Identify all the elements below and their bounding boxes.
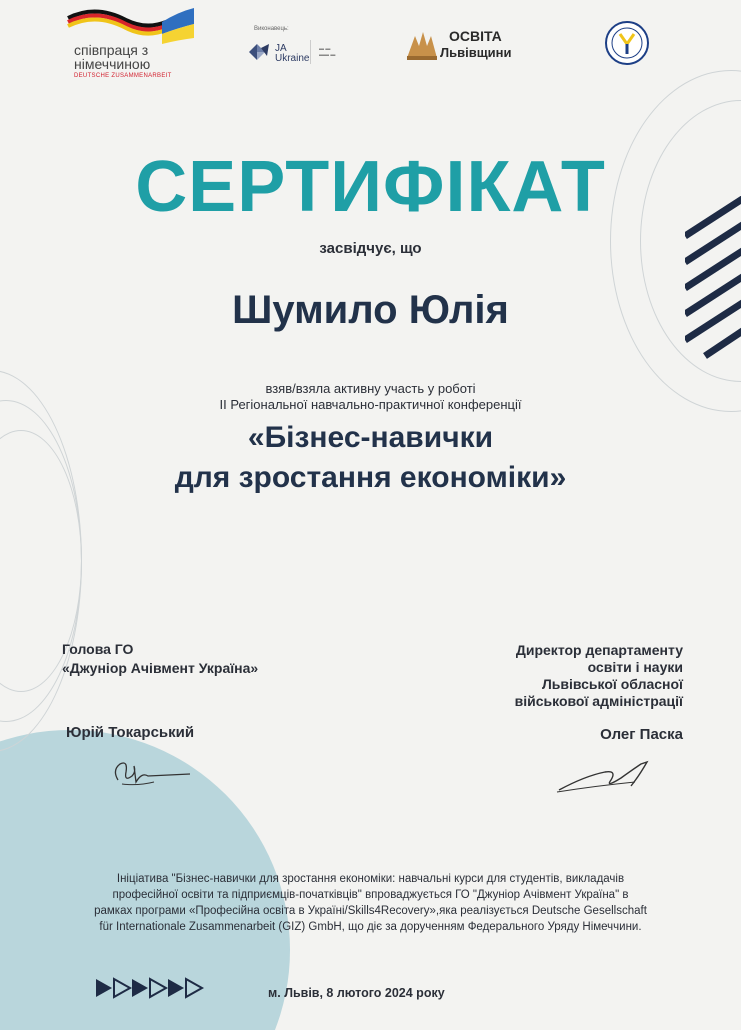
footnote-line3: рамках програми «Професійна освіта в Україні/Skills4Recovery»,яка реалізується Deutsche Gesellschaft [94,905,647,917]
conference-theme-line2: для зростання економіки» [174,461,567,494]
left-role-line2: «Джуніор Ачівмент Україна» [62,660,259,676]
flag-ribbon-icon [66,4,198,44]
employment-service-seal-icon [604,20,650,66]
left-role-line1: Голова ГО [62,641,134,657]
arrows-decoration-icon [96,977,206,999]
right-signatory-name: Олег Паска [600,726,683,743]
osvita-lvivshchyny-logo [405,25,520,70]
ja-line1: JA [275,43,287,54]
ja-triangles-icon [245,40,271,64]
certificate-title: СЕРТИФІКАТ [135,147,606,227]
recipient-name: Шумило Юлія [232,288,509,332]
lion-emblem-icon [405,28,439,62]
ja-ukraine-logo [245,26,355,74]
giz-logo [66,4,206,84]
osvita-line2: Львівщини [440,45,512,60]
footnote-line2: професійної освіти та підприємців-початківців" впроваджується ГО "Джуніор Ачівмент Україна" в [112,889,629,901]
ja-small-label: Виконавець: [254,26,289,32]
giz-line3: DEUTSCHE ZUSAMMENARBEIT [74,73,172,79]
right-role-line2: освіти і науки [587,659,683,675]
ja-line2: Ukraine [275,53,310,64]
ja-divider [310,40,311,64]
participation-line1: взяв/взяла активну участь у роботі [265,381,476,396]
conference-theme-line1: «Бізнес-навички [247,421,494,454]
participation-line2: ІІ Регіональної навчально-практичної конференції [219,397,522,412]
osvita-line1: ОСВІТА [449,28,502,44]
right-role-line4: військової адміністрації [514,693,683,709]
giz-line2: німеччиною [74,56,151,72]
giz-line1: співпраця з [74,42,149,58]
place-and-date: м. Львів, 8 лютого 2024 року [268,986,445,1000]
signature-paska [555,756,675,796]
right-role-line1: Директор департаменту [515,642,683,658]
left-signatory-name: Юрій Токарський [66,724,195,741]
certifies-text: засвідчує, що [319,240,422,257]
signature-tokarskyi [108,752,198,792]
footnote-line1: Ініціатива "Бізнес-навички для зростання економіки: навчальні курси для студентів, викладачів [116,873,625,885]
footnote-line4: für Internationale Zusammenarbeit (GIZ) GmbH, що діє за дорученням Федерального Уряду Німеччини. [99,921,642,933]
ja-partner-mark: ▬ ▬ ▬▬ ▬ [319,46,336,58]
right-role-line3: Львівської обласної [541,676,683,692]
